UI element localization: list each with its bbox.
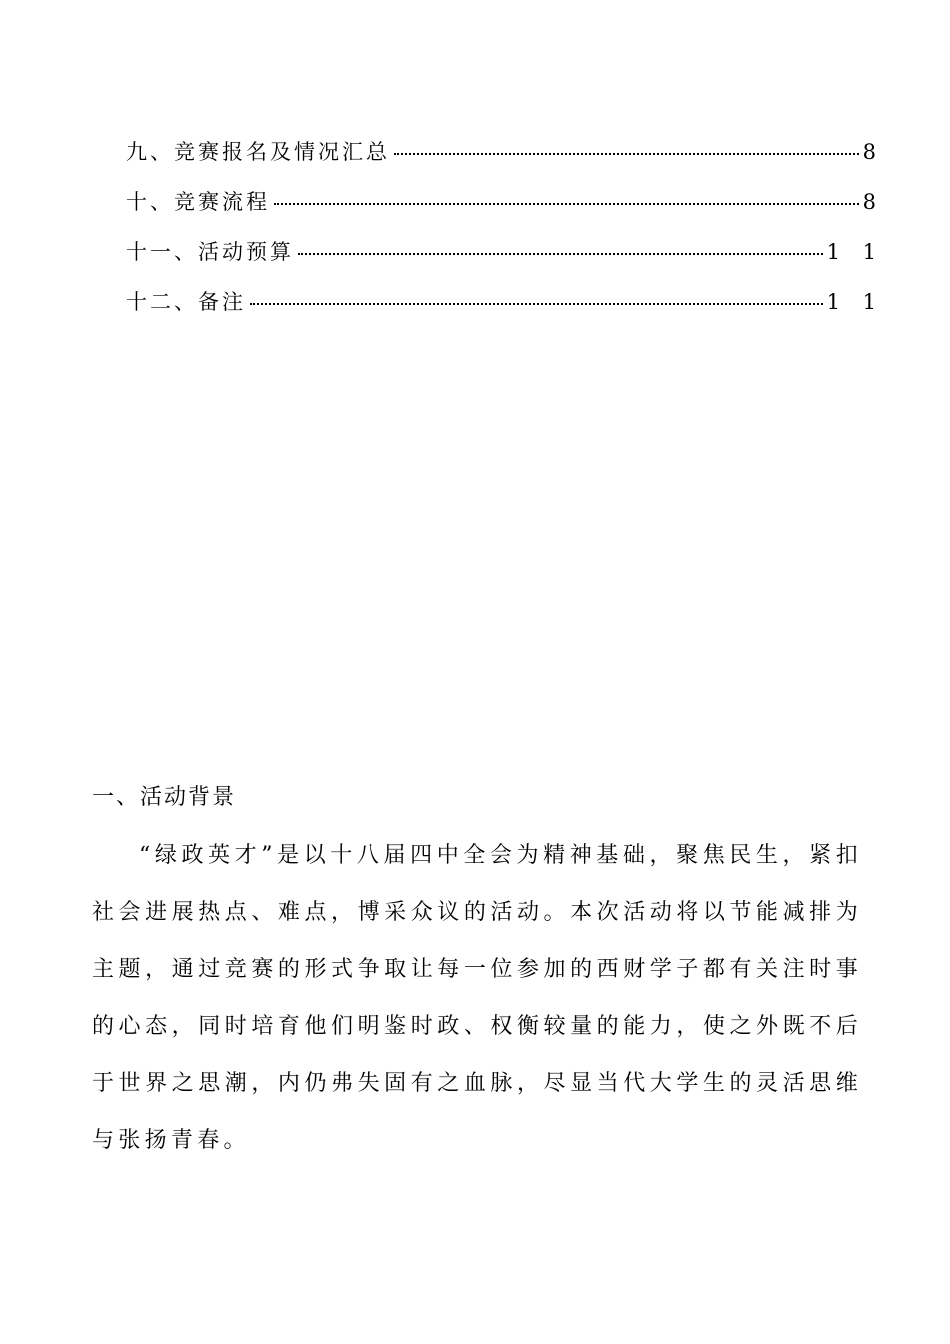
toc-entry[interactable]: [126, 236, 884, 286]
toc-entry[interactable]: [126, 286, 884, 336]
section-heading: 一、活动背景: [92, 785, 237, 810]
toc-leader-dots: [274, 203, 859, 205]
section-paragraph: “绿政英才”是以十八届四中全会为精神基础，聚焦民生，紧扣社会进展热点、难点，博采众议的活动。本次活动将以节能减排为主题，通过竞赛的形式争取让每一位参加的西财学子都有关注时事的心态，同时培育他们明鉴时政、权衡较量的能力，使之外既不后于世界之思潮，内仍弗失固有之血脉，尽显当代大学生的灵活思维与张扬青春。: [92, 843, 862, 1153]
toc-entry-label: 十二、备注: [126, 290, 246, 314]
table-of-contents: [126, 136, 884, 336]
toc-entry[interactable]: [126, 136, 884, 186]
toc-entry[interactable]: [126, 186, 884, 236]
toc-entry-page: 8: [862, 140, 884, 164]
toc-entry-page: 1 1: [826, 290, 884, 314]
toc-entry-label: 十、竞赛流程: [126, 190, 270, 214]
toc-entry-label: 十一、活动预算: [126, 240, 294, 264]
toc-entry-page: 1 1: [826, 240, 884, 264]
toc-entry-label: 九、竞赛报名及情况汇总: [126, 140, 390, 164]
toc-leader-dots: [298, 253, 823, 255]
toc-leader-dots: [250, 303, 823, 305]
toc-leader-dots: [394, 153, 859, 155]
toc-entry-page: 8: [862, 190, 884, 214]
